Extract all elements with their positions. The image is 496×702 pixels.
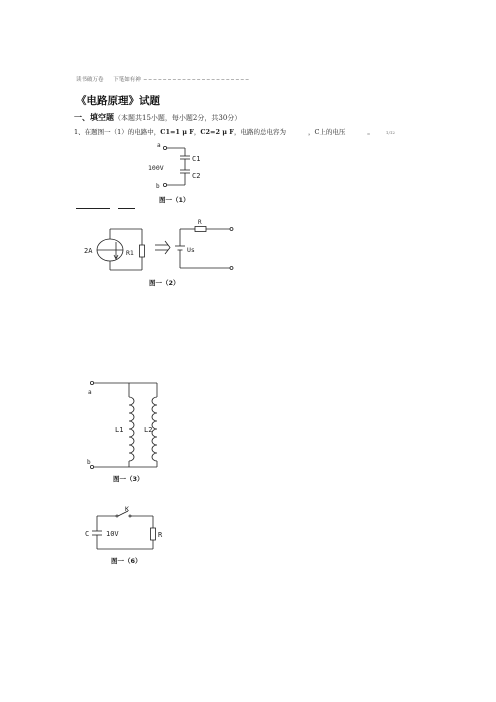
fig3-inductor-l1 xyxy=(129,397,134,461)
fig2-r-label: R xyxy=(198,219,202,226)
fig2-source-label: 2A xyxy=(84,247,93,255)
header-motto-left: 读书破万卷 xyxy=(76,77,104,83)
fig1-c2-label: C2 xyxy=(192,172,201,180)
fig1-voltage-label: 100V xyxy=(148,164,164,172)
question-1-c1-value: C1=1 μ F xyxy=(160,128,194,136)
fig3-terminal-b xyxy=(90,465,93,468)
fig6-voltage-label: 10V xyxy=(106,530,119,538)
fig3-label-b: b xyxy=(87,459,91,466)
fig3-l1-label: L1 xyxy=(115,426,124,434)
fig3-label-a: a xyxy=(88,389,92,396)
question-1-text-c: ，C上的电压 xyxy=(307,128,346,136)
fig2-us-label: Us xyxy=(187,246,195,254)
page-title: 《电路原理》试题 xyxy=(76,95,160,107)
fig2-resistor-r1 xyxy=(140,245,145,257)
figure-2-circuit xyxy=(97,227,233,271)
fig1-c1-label: C1 xyxy=(192,155,201,163)
fig3-inductor-l2 xyxy=(152,397,157,461)
fig6-k-label: K xyxy=(125,505,129,513)
fig3-l2-label: L2 xyxy=(144,426,153,434)
figure-3-circuit xyxy=(90,381,157,468)
question-1-c2-value: C2=2 μ F xyxy=(200,128,234,136)
fig1-terminal-a xyxy=(163,146,166,149)
fig1-terminal-b xyxy=(163,183,166,186)
figure-6-circuit xyxy=(92,511,156,549)
fig6-r-label: R xyxy=(158,531,163,539)
fig3-terminal-a xyxy=(90,381,93,384)
section-heading-label: 一、填空题 xyxy=(74,112,114,122)
fig1-label-b: b xyxy=(156,183,160,190)
question-1-separator: ， xyxy=(193,128,201,136)
fig2-caption: 图一（2） xyxy=(149,279,180,287)
fig2-r1-label: R1 xyxy=(126,249,134,257)
fig6-c-label: C xyxy=(85,530,90,538)
fig2-resistor-r xyxy=(195,227,206,232)
question-1-text-d: 。 xyxy=(367,128,374,136)
header-motto-right: 下笔如有神 xyxy=(113,77,141,83)
fig1-label-a: a xyxy=(157,142,161,149)
page-number-mark: 1/12 xyxy=(385,130,395,135)
section-heading-note: （本题共15小题，每小题2分，共30分） xyxy=(114,114,242,122)
fig6-resistor-r xyxy=(151,528,156,540)
question-1-text-a: 1、在题图一（1）的电路中， xyxy=(74,128,161,136)
fig3-caption: 图一（3） xyxy=(113,475,144,483)
question-1-text-b: ，电路的总电容为 xyxy=(233,128,286,136)
fig1-caption: 图一（1） xyxy=(159,196,190,204)
fig6-caption: 图一（6） xyxy=(111,557,142,565)
header-dash-line: ‒ ‒ ‒ ‒ ‒ ‒ ‒ ‒ ‒ ‒ ‒ ‒ ‒ ‒ ‒ ‒ ‒ ‒ ‒ ‒ ‒ ‒ xyxy=(143,77,249,83)
